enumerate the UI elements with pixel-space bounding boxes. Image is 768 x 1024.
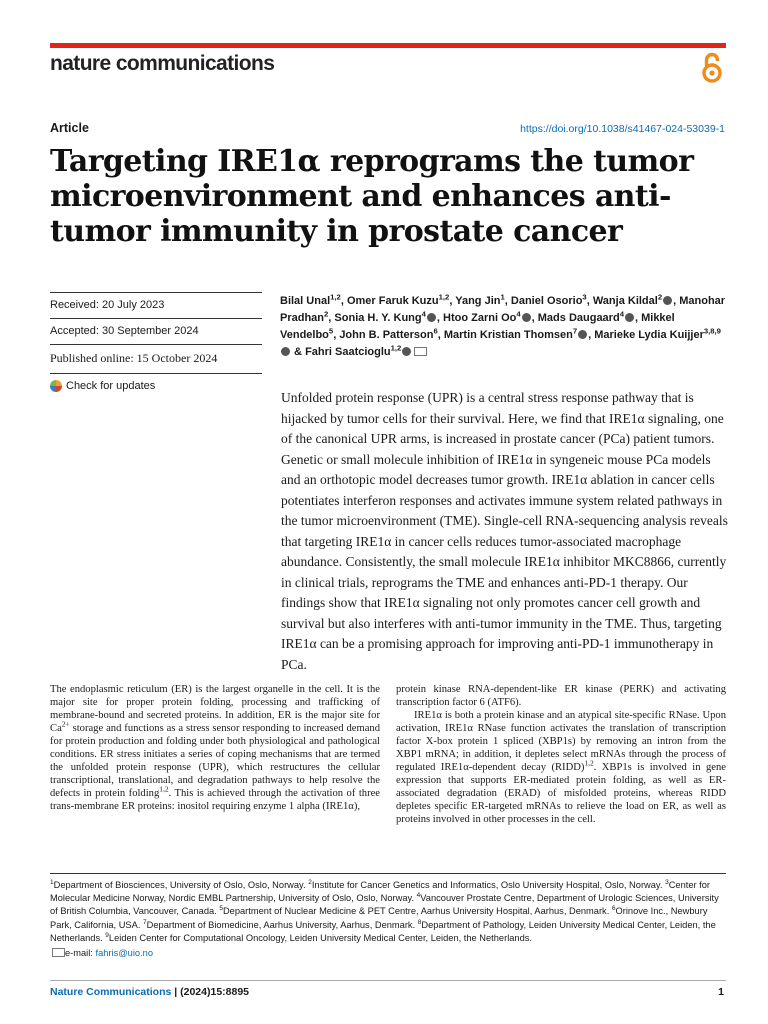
reference-ref: 1,2: [159, 784, 169, 794]
author-affiliation-ref: 1,2: [438, 292, 450, 302]
body-column-right: [396, 683, 726, 826]
author-affiliation-ref: 1,2: [390, 343, 402, 353]
body-column-left: The endoplasmic reticulum (ER) is the largest organelle in the cell. It is the major site for proper protein folding, processing and trafficking of membrane-bound and secreted proteins. In addition, ER is the major site for $Ca^{2+}$ storage and functions as a stress sensor responding to increased demand for protein production and folding under both physiological and pathological conditions. ER stress initiates a series of coping mechanisms that are termed the unfolded protein response (UPR), which restructures the cellular transcriptional, translational, and degradation pathways to help resolve the defects in protein folding$^{1,2}$. This is achieved through the activation of three trans-membrane ER proteins: inositol requiring enzyme 1 alpha (IRE1α),: [50, 684, 380, 812]
author-name: Wanja Kildal: [592, 295, 658, 307]
orcid-icon: [402, 347, 411, 356]
email-link[interactable]: fahris@uio.no: [95, 948, 153, 958]
affiliation-text: Department of Pathology, Leiden University Medical Center, Leiden, the Netherlands.: [50, 919, 716, 943]
author-list: Bilal Unal$^{1,2}$, Omer Faruk Kuzu$^{1,2}$, Yang Jin$^1$, Daniel Osorio$^3$, Wanja Kildal$^2$ , Manohar Pradhan$^2$, Sonia H. Y. Kung$^4$ , Htoo Zarni Oo$^4$ , Mads Daugaard$^4$ , Mikkel Vendelbo$^5$, John B. Patterson$^6$, Martin Kristian Thomsen$^7$ , Marieke Lydia Kuijjer$^{3,8,9}$ & Fahri Saatcioglu$^{1,2}$: [280, 292, 726, 358]
reference-ref: 2+: [61, 719, 70, 729]
orcid-icon: [663, 296, 672, 305]
orcid-icon: [578, 330, 587, 339]
affiliation-number: 8: [417, 918, 422, 926]
affiliation-number: 9: [105, 931, 109, 939]
affiliation-text: Center for Molecular Medicine Norway, Nordic EMBL Partnership, University of Oslo, Oslo, Norway.: [50, 880, 711, 904]
article-type-label: Article: [50, 121, 89, 135]
orcid-icon: [522, 313, 531, 322]
affiliations: [50, 879, 726, 945]
affiliation-text: Orinove Inc., Newbury Park, California, USA.: [50, 906, 708, 930]
author-affiliation-ref: 3,8,9: [703, 326, 721, 336]
page-number: 1: [718, 986, 724, 998]
article-title: Targeting IRE1α reprograms the tumor microenvironment and enhances anti-tumor immunity in prostate cancer: [50, 144, 694, 249]
author-affiliation-ref: 3: [582, 292, 587, 302]
affiliation-text: Department of Biomedicine, Aarhus University, Aarhus, Denmark.: [146, 919, 418, 930]
journal-name[interactable]: nature communications: [50, 52, 275, 75]
orcid-icon: [625, 313, 634, 322]
author-name: Omer Faruk Kuzu: [346, 295, 439, 307]
body-paragraph: IRE1α is both a protein kinase and an atypical site-specific RNase. Upon activation, IRE1α RNase function activates the translation of transcription factor X-box protein 1 spliced (XBP1s) by removing an intron from the XBP1 mRNA; in addition, it depletes select mRNAs through the process of regulated IRE1α-dependent decay (RIDD)$^{1,2}$. XBP1s is involved in gene expression that supports ER-mediated protein folding, as well as ER-associated degradation (ERAD) of misfolded proteins, whereas RIDD depletes specific ER-targeted mRNAs to relieve the load on ER, as well as proteins involved in other processes in the cell.: [396, 710, 727, 825]
email-icon: [414, 347, 427, 356]
received-date: Received: 20 July 2023: [50, 292, 262, 318]
footer-rule: [50, 980, 726, 981]
published-date: Published online: 15 October 2024: [50, 344, 262, 373]
author-affiliation-ref: 6: [433, 326, 438, 336]
author-affiliation-ref: 4: [516, 309, 521, 319]
affiliation-number: 1: [50, 878, 54, 886]
affiliation-text: Leiden Center for Computational Oncology, Leiden University Medical Center, Leiden, the Netherlands.: [108, 932, 532, 943]
author-name: Htoo Zarni Oo: [443, 312, 517, 324]
affiliation-text: Institute for Cancer Genetics and Informatics, Oslo University Hospital, Oslo, Norway.: [311, 880, 666, 890]
author-name: Yang Jin: [455, 295, 501, 307]
email-line: [50, 948, 153, 958]
author-affiliation-ref: 1: [500, 292, 505, 302]
dates-panel: [50, 292, 262, 399]
author-name: John B. Patterson: [339, 329, 434, 341]
author-affiliation-ref: 1,2: [330, 292, 341, 302]
author-affiliation-ref: 7: [572, 326, 578, 336]
email-icon: [52, 948, 65, 957]
author-name: Mads Daugaard: [537, 312, 620, 324]
author-affiliation-ref: 5: [328, 326, 334, 336]
open-access-icon: [700, 52, 724, 84]
email-label: e-mail:: [65, 948, 96, 958]
affiliation-text: Department of Biosciences, University of Oslo, Oslo, Norway.: [53, 880, 309, 890]
author-name: Martin Kristian Thomsen: [443, 329, 573, 341]
footer-volume: | (2024)15:8895: [171, 986, 250, 998]
affiliation-number: 5: [219, 905, 223, 913]
author-name: Bilal Unal: [280, 295, 331, 307]
abstract: Unfolded protein response (UPR) is a central stress response pathway that is hijacked by tumor cells for their survival. Here, we find that IRE1α signaling, one of the canonical UPR arms, is increased in prostate cancer (PCa) patient tumors. Genetic or small molecule inhibition of IRE1α in syngeneic mouse PCa models and an orthotopic model decreases tumor growth. IRE1α ablation in cancer cells potentiates interferon responses and activates immune system related pathways in the tumor microenvironment (TME). Single-cell RNA-sequencing analysis reveals that targeting IRE1α in cancer cells reduces tumor-associated macrophage abundance. Consistently, the small molecule IRE1α inhibitor MKC8866, currently in clinical trials, reprograms the TME and enhances anti-PD-1 therapy. Our findings show that IRE1α signaling not only promotes cancer cell growth and survival but also interferes with anti-tumor immunity in the TME. Thus, targeting IRE1α can be a promising approach for improving anti-PD-1 immunotherapy in PCa.: [281, 390, 728, 672]
doi-link[interactable]: https://doi.org/10.1038/s41467-024-53039-1: [520, 123, 725, 135]
author-affiliation-ref: 4: [619, 309, 624, 319]
affiliation-number: 4: [416, 892, 421, 900]
header-rule: [50, 43, 726, 48]
affiliation-number: 2: [308, 878, 312, 886]
orcid-icon: [427, 313, 436, 322]
affiliation-number: 6: [611, 905, 616, 913]
reference-ref: 1,2: [584, 758, 594, 768]
affiliations-rule: [50, 873, 726, 874]
affiliation-number: 7: [143, 918, 147, 926]
accepted-date: Accepted: 30 September 2024: [50, 318, 262, 344]
body-paragraph: protein kinase RNA-dependent-like ER kinase (PERK) and activating transcription factor 6 (ATF6).: [396, 684, 726, 708]
affiliation-text: Department of Nuclear Medicine & PET Centre, Aarhus University Hospital, Aarhus, Denmark.: [222, 906, 612, 917]
author-name: Marieke Lydia Kuijjer: [594, 329, 704, 341]
author-name: Mikkel Vendelbo: [280, 312, 675, 341]
author-name: Sonia H. Y. Kung: [334, 312, 422, 324]
affiliation-text: Vancouver Prostate Centre, Department of Urologic Sciences, University of British Columbia, Vancouver, Canada.: [50, 893, 719, 917]
check-updates-label: Check for updates: [66, 380, 156, 392]
check-updates-button[interactable]: [50, 373, 262, 399]
author-name: Daniel Osorio: [510, 295, 583, 307]
author-name: Fahri Saatcioglu: [305, 346, 391, 358]
footer-citation: [50, 986, 249, 998]
orcid-icon: [281, 347, 290, 356]
author-affiliation-ref: 2: [324, 309, 329, 319]
footer-journal-link[interactable]: Nature Communications: [50, 986, 172, 998]
affiliation-number: 3: [665, 878, 669, 886]
author-name: Manohar Pradhan: [280, 295, 726, 324]
author-affiliation-ref: 4: [421, 309, 426, 319]
check-updates-icon: [50, 380, 62, 392]
author-affiliation-ref: 2: [657, 292, 663, 302]
